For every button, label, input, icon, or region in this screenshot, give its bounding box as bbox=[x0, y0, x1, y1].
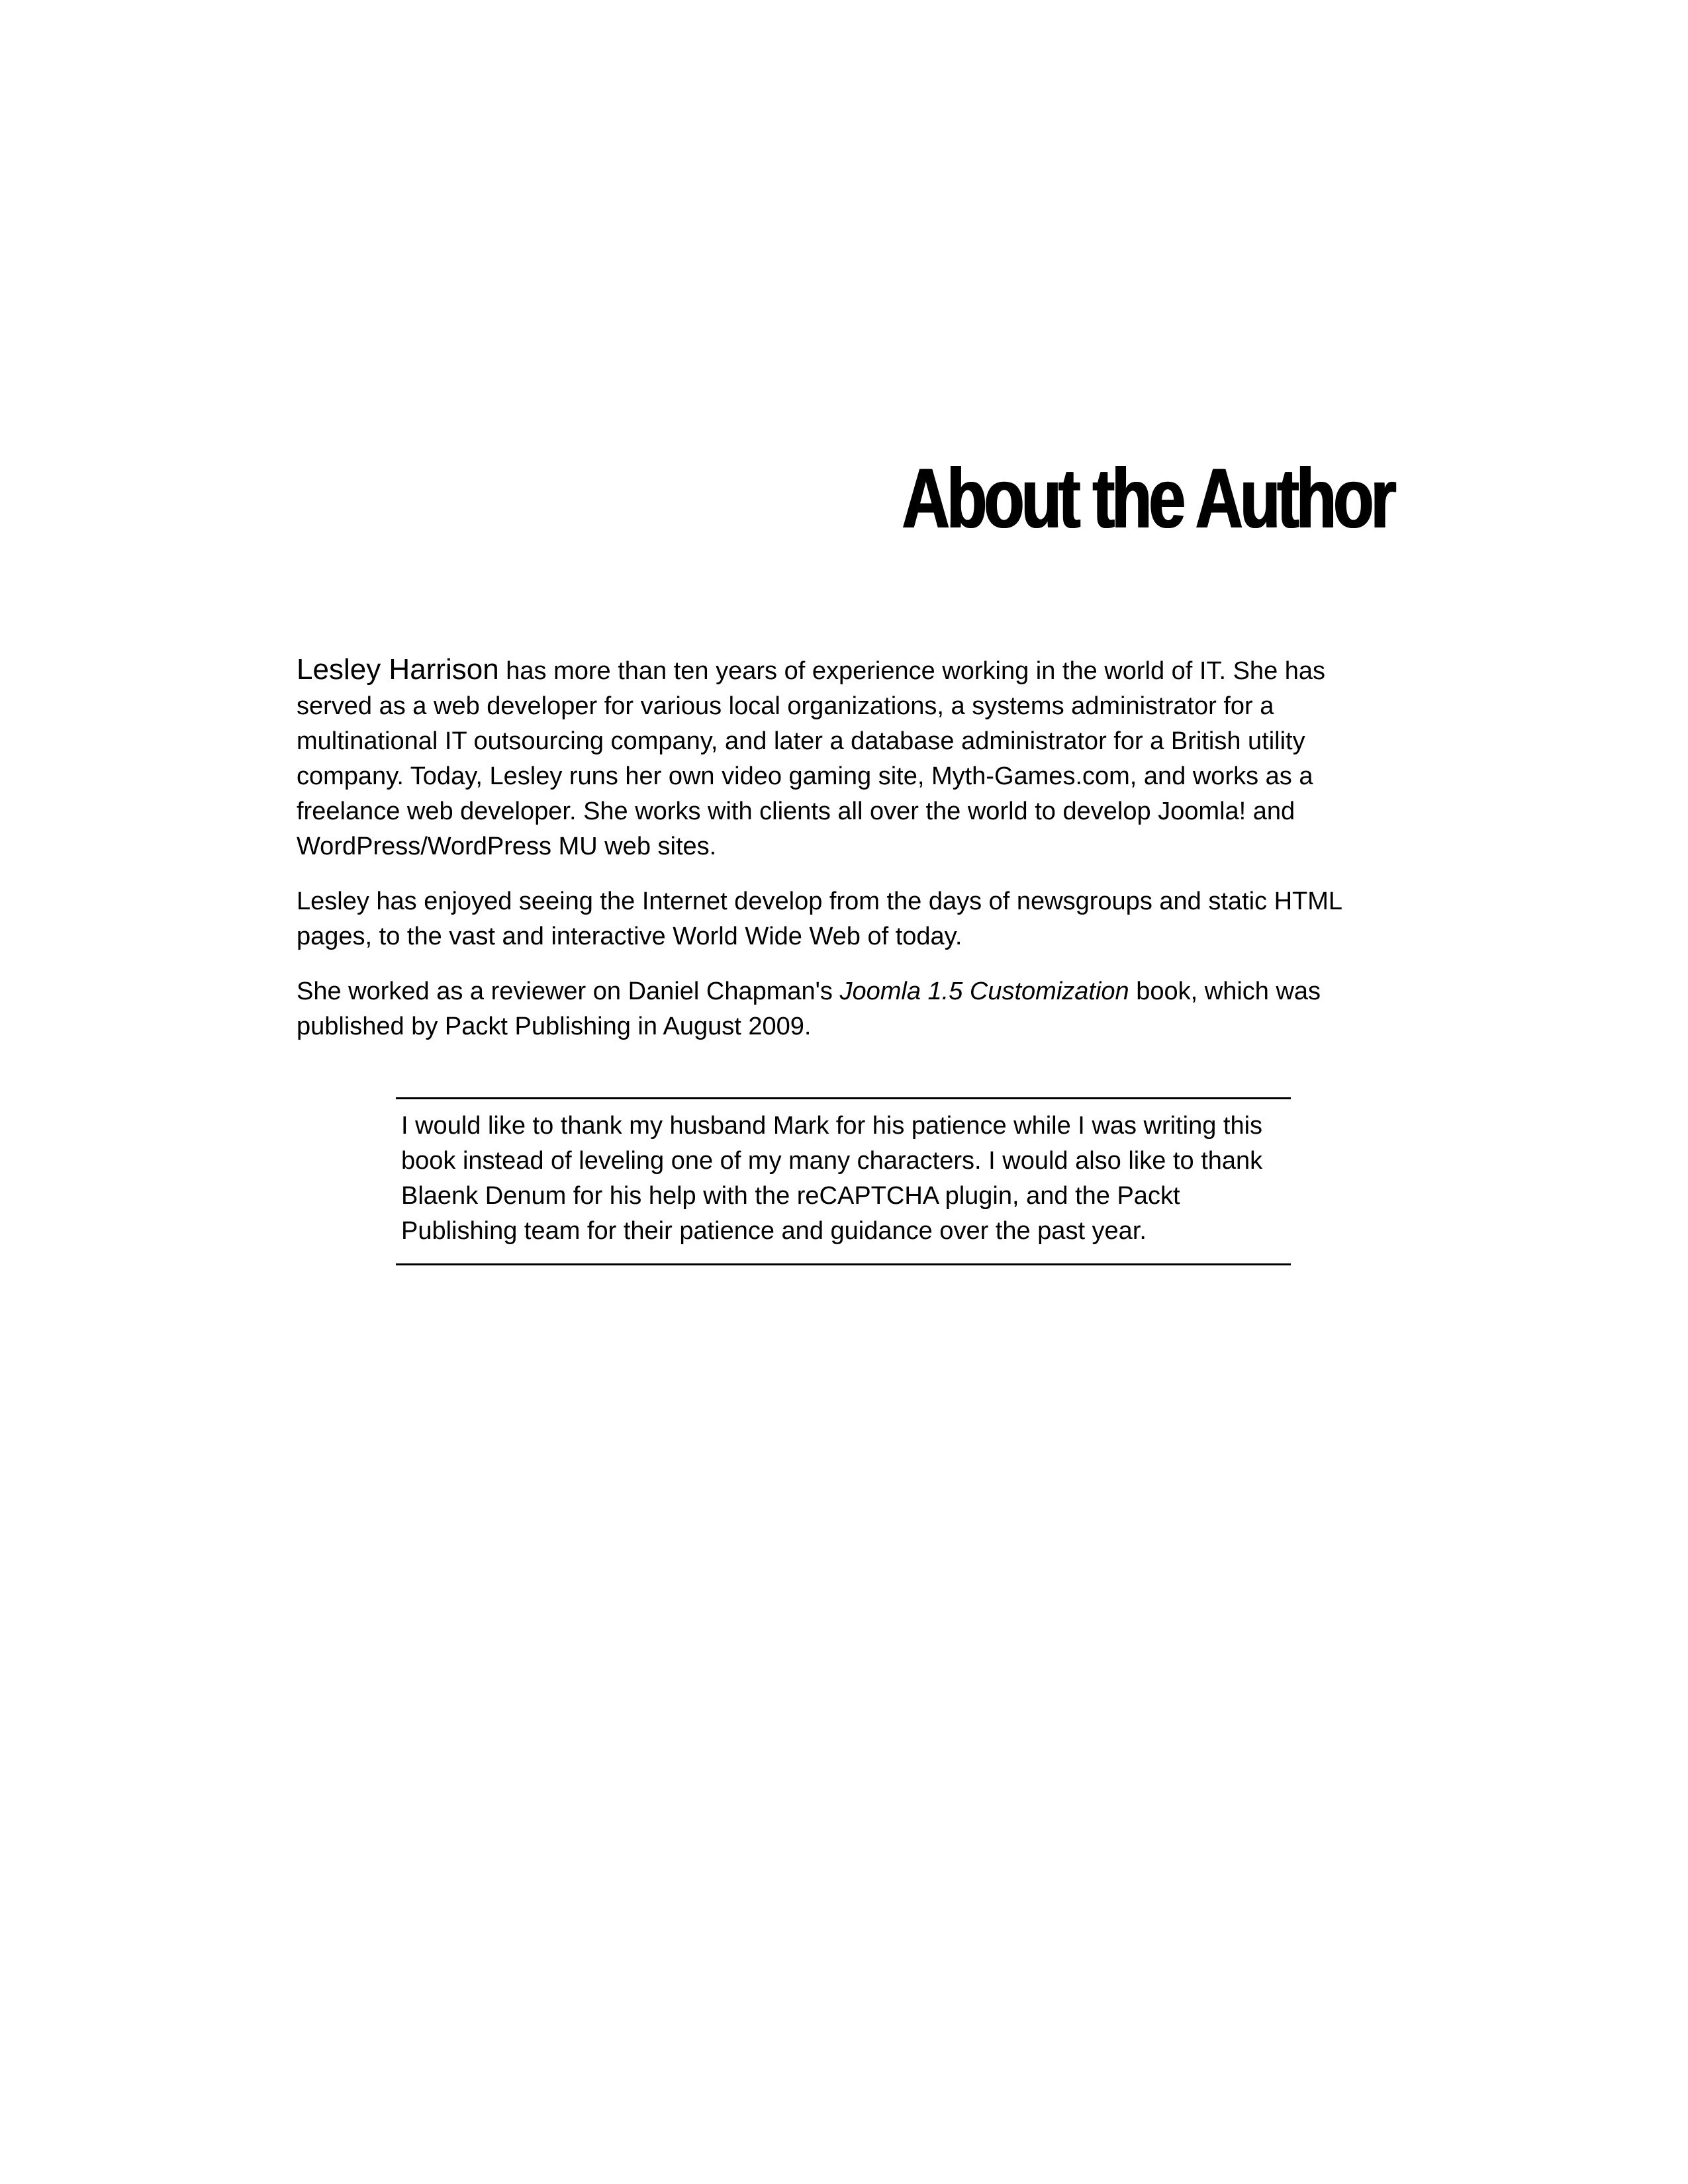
author-bio bbox=[297, 652, 1395, 1064]
book-title: Joomla 1.5 Customization bbox=[839, 978, 1129, 1005]
bio-paragraph-2: Lesley has enjoyed seeing the Internet develop from the days of newsgroups and static HTML pages, to the vast and interactive World Wide Web of today. bbox=[297, 887, 1342, 950]
acknowledgement-box bbox=[396, 1097, 1291, 1265]
author-name: Lesley Harrison bbox=[297, 653, 499, 686]
page-title: About the Author bbox=[901, 451, 1393, 546]
acknowledgement-text: I would like to thank my husband Mark for his patience while I was writing this book instead of leveling one of my many characters. I would also like to thank Blaenk Denum for his help with the reCAPTCHA plugin, and the Packt Publishing team for their patience and guidance over the past year. bbox=[401, 1112, 1263, 1245]
bio-paragraph-1 bbox=[297, 652, 1395, 864]
bio-paragraph-3-text-after: book, which was published by Packt Publishing in August 2009. bbox=[297, 978, 1321, 1040]
bio-paragraph-3-text-before: She worked as a reviewer on Daniel Chapman's bbox=[297, 978, 840, 1005]
bio-paragraph-1-text: has more than ten years of experience working in the world of IT. She has served as a web developer for various local organizations, a systems administrator for a multinational IT outsourcing company, and later a database administrator for a British utility company. Today, Lesley runs her own video gaming site, Myth-Games.com, and works as a freelance web developer. She works with clients all over the world to develop Joomla! and WordPress/WordPress MU web sites. bbox=[297, 657, 1326, 860]
bio-paragraph-3 bbox=[297, 974, 1395, 1044]
